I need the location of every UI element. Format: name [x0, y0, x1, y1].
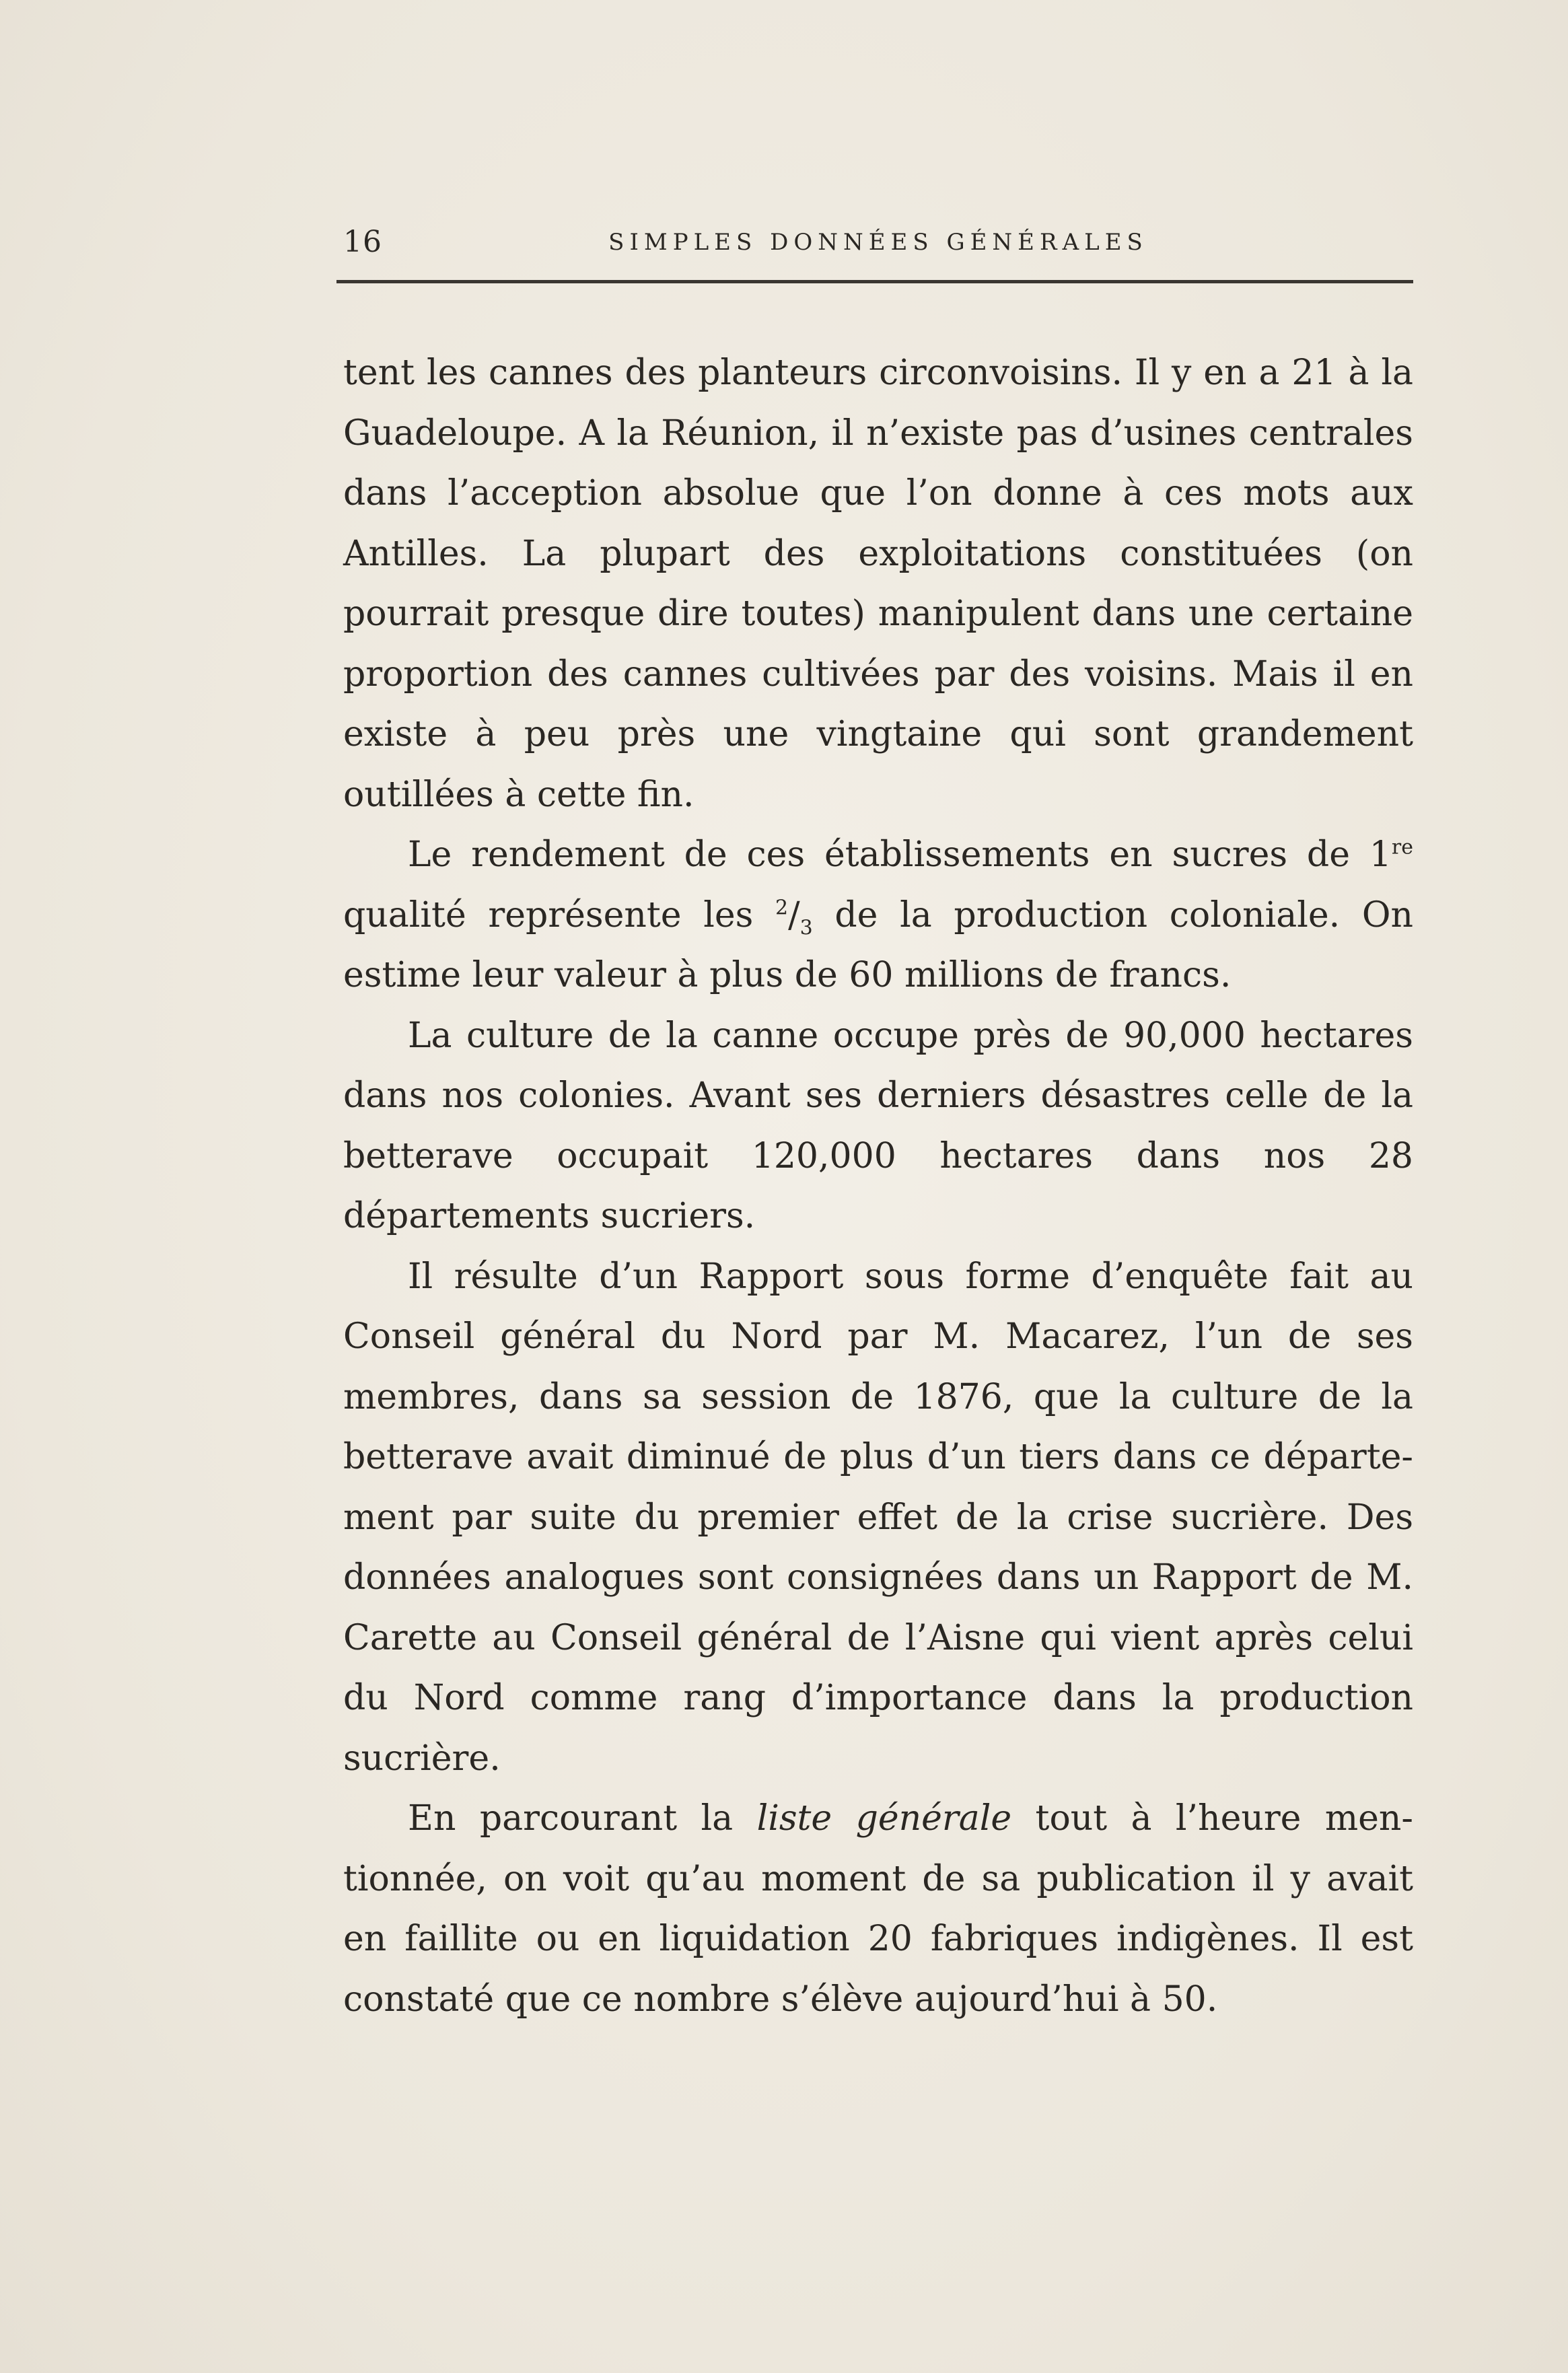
page-number: 16 [343, 225, 382, 259]
fraction-numerator: 2 [775, 896, 789, 920]
fraction-denominator: 3 [799, 915, 813, 940]
paragraph-2: Le rendement de ces établissements en sucres de 1re qualité représente les $^2/_3$ de la production coloniale. On estime leur valeur à plus de 60 millions de francs. [343, 835, 1414, 995]
paragraph-3: La culture de la canne occupe près de 90,000 hectares dans nos colonies. Avant ses derniers désastres celle de la betterave occupait 120,000 hectares dans nos 28 départements sucriers. [343, 1015, 1413, 1236]
running-title: SIMPLES DONNÉES GÉNÉRALES [608, 229, 1148, 256]
paragraph-5 [343, 1789, 1413, 2030]
paragraph-1: tent les cannes des planteurs circonvoisins. Il y en a 21 à la Guadeloupe. A la Réunion, il n’existe pas d’usines centrales dans l’acception absolue que l’on donne à ces mots aux Antilles. La plupart des exploitations constituées (on pourrait presque dire toutes) manipulent dans une certaine proportion des cannes cultivées par des voisins. Mais il en existe à peu près une vingtaine qui sont grandement outillées à cette fin. [343, 353, 1413, 815]
header-rule [336, 280, 1413, 283]
body-text [343, 343, 1413, 2030]
paragraph-5-part-b: tout à l’heure mentionnée, on voit qu’au moment de sa publication il y avait en faillite ou en liquidation 20 fabriques indigènes. Il est constaté que ce nombre s’élève aujourd’hui à 50. [343, 1798, 1413, 2020]
paragraph-5-part-a: En parcourant la [408, 1798, 757, 1839]
paragraph-2-part-a: Le rendement de ces établissements en sucres de 1 [408, 835, 1392, 875]
page-header [343, 222, 1413, 262]
paragraph-4: Il résulte d’un Rapport sous forme d’enquête fait au Conseil général du Nord par M. Macarez, l’un de ses membres, dans sa session de 1876, que la culture de la betterave avait diminué de plus d’un tiers dans ce département par suite du premier effet de la crise sucrière. Des données analogues sont consignées dans un Rapport de M. Carette au Conseil général de l’Aisne qui vient après celui du Nord comme rang d’importance dans la production sucrière. [343, 1256, 1413, 1779]
paragraph-2-part-c: de la production coloniale. On estime leur valeur à plus de 60 millions de francs. [343, 894, 1414, 995]
paragraph-2-part-b: qualité représente les [343, 894, 775, 935]
italic-phrase: liste générale [756, 1798, 1012, 1839]
superscript-re: re [1391, 835, 1413, 859]
